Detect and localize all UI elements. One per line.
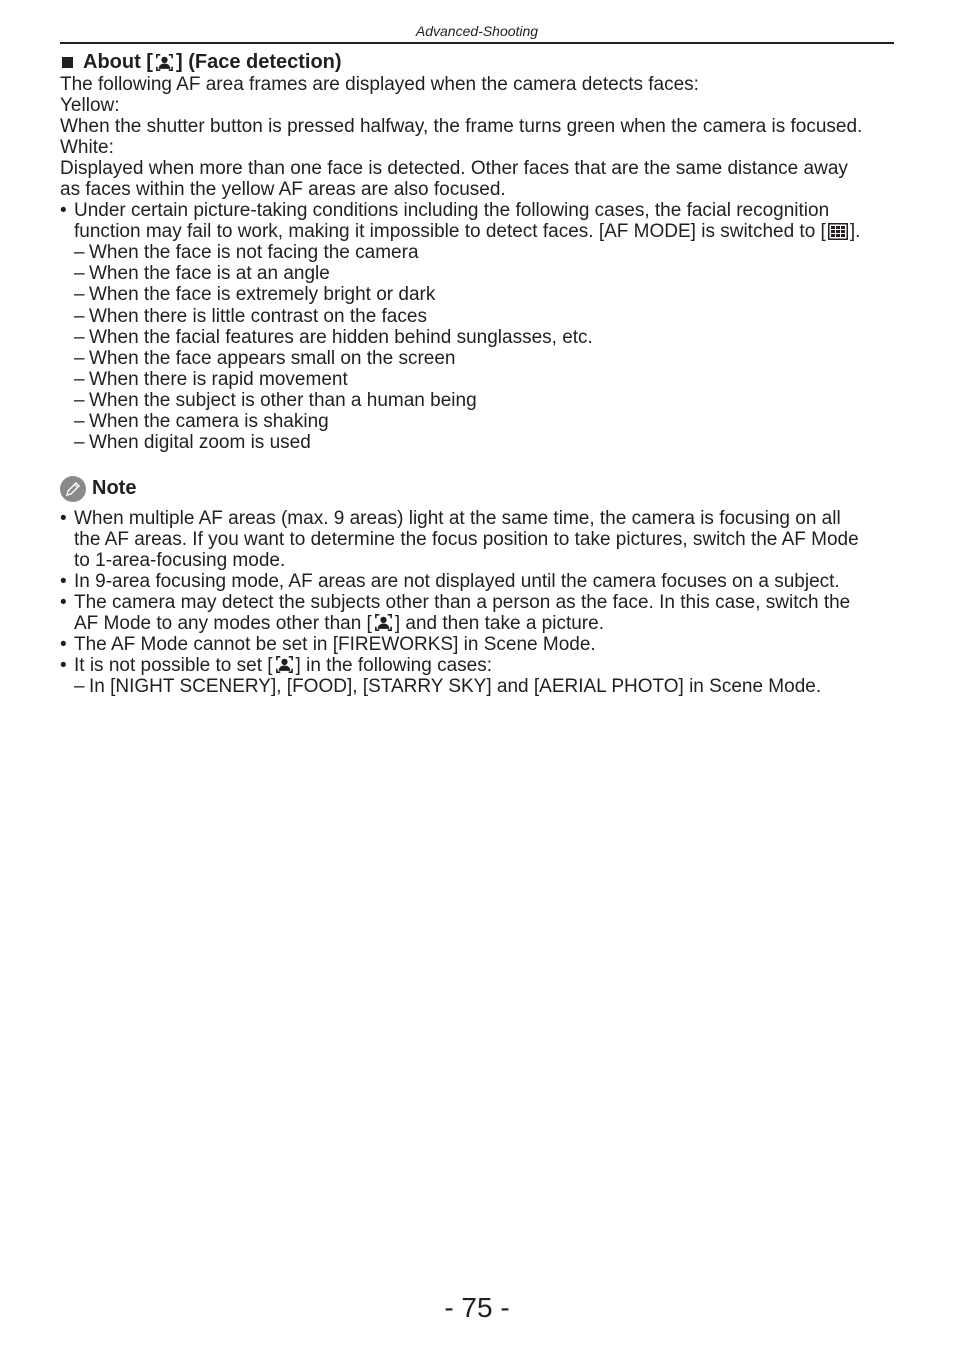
note-bullet-4: • The AF Mode cannot be set in [FIREWORKS] in Scene Mode. xyxy=(60,634,596,656)
list-item: – When the subject is other than a human being xyxy=(74,389,477,411)
white-text-1: Displayed when more than one face is detected. Other faces that are the same distance away xyxy=(60,158,848,180)
list-item: – When the face is not facing the camera xyxy=(74,242,419,264)
note-sub-item: – In [NIGHT SCENERY], [FOOD], [STARRY SKY] and [AERIAL PHOTO] in Scene Mode. xyxy=(74,676,822,698)
pencil-note-icon xyxy=(60,476,86,502)
face-detection-icon xyxy=(275,655,294,674)
section-title: Advanced-Shooting xyxy=(415,23,539,39)
white-text-2: as faces within the yellow AF areas are also focused. xyxy=(60,179,506,201)
note-title: Note xyxy=(92,477,137,500)
list-item: – When the face appears small on the screen xyxy=(74,347,456,369)
list-item: – When the facial features are hidden behind sunglasses, etc. xyxy=(74,326,593,348)
list-item: – When digital zoom is used xyxy=(74,431,311,453)
list-item: – When the face is extremely bright or dark xyxy=(74,284,436,306)
yellow-label: Yellow: xyxy=(60,95,120,117)
bullet-mark: • xyxy=(60,200,67,222)
intro-text: The following AF area frames are displayed when the camera detects faces: xyxy=(60,74,699,95)
cases-list xyxy=(60,242,900,452)
note-bullet-5: • It is not possible to set [ ] in the following cases: xyxy=(60,655,492,677)
page-header xyxy=(60,20,894,44)
conditions-line-2: function may fail to work, making it impossible to detect faces. [AF MODE] is switched to [ ]. xyxy=(74,221,861,243)
heading-post: ] (Face detection) xyxy=(175,51,342,73)
note-bullet-3: • The camera may detect the subjects other than a person as the face. In this case, switch the AF Mode to any modes other than [ ] and then take a picture. xyxy=(60,592,851,635)
page-content xyxy=(60,51,900,697)
square-bullet-icon xyxy=(62,57,73,68)
list-item: – When the camera is shaking xyxy=(74,410,329,432)
white-label: White: xyxy=(60,137,114,159)
note-bullet-1: • When multiple AF areas (max. 9 areas) light at the same time, the camera is focusing on all the AF areas. If you want to determine the focus position to take pictures, switch the AF Mode to 1-area-focusing mode. xyxy=(60,507,859,571)
note-heading xyxy=(60,476,900,502)
section-heading xyxy=(60,51,900,74)
heading-pre: About [ xyxy=(83,51,153,73)
face-detection-icon xyxy=(155,53,174,72)
face-detection-icon xyxy=(374,613,393,632)
multi-area-grid-icon xyxy=(828,223,848,240)
conditions-bullet xyxy=(60,200,900,242)
list-item: – When there is little contrast on the faces xyxy=(74,305,427,327)
page-number: - 75 - xyxy=(444,1292,510,1323)
note-bullet-2: • In 9-area focusing mode, AF areas are not displayed until the camera focuses on a subject. xyxy=(60,570,840,592)
conditions-line-1: Under certain picture-taking conditions including the following cases, the facial recognition xyxy=(74,200,830,222)
list-item: – When the face is at an angle xyxy=(74,263,330,285)
list-item: – When there is rapid movement xyxy=(74,368,348,390)
yellow-text: When the shutter button is pressed halfway, the frame turns green when the camera is focused. xyxy=(60,116,863,138)
